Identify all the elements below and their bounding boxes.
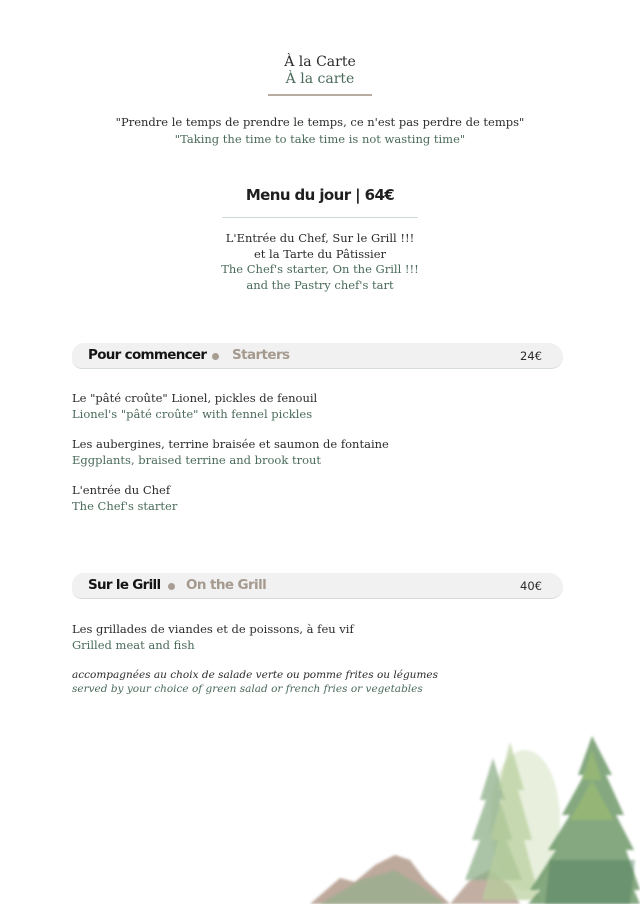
item-name-en: Lionel's "pâté croûte" with fennel pickles (72, 406, 313, 421)
section-price: 40€ (520, 579, 542, 593)
menu-line-en: and the Pastry chef's tart (246, 277, 394, 292)
section-title-en: On the Grill (186, 577, 267, 593)
section-title-en: Starters (232, 347, 290, 363)
menu-item (72, 437, 389, 468)
item-name-en: Grilled meat and fish (72, 637, 195, 652)
note-en: served by your choice of green salad or french fries or vegetables (72, 683, 423, 695)
bullet-dot-icon (168, 583, 175, 590)
note-fr: accompagnées au choix de salade verte ou pomme frites ou légumes (72, 669, 438, 681)
quote-fr: "Prendre le temps de prendre le temps, ce n'est pas perdre de temps" (115, 115, 525, 129)
item-name-fr: Le "pâté croûte" Lionel, pickles de fenouil (72, 391, 318, 405)
title-divider (268, 94, 372, 96)
menu-line-en: The Chef's starter, On the Grill !!! (221, 262, 419, 276)
watercolor-landscape-icon (300, 730, 640, 904)
section-title-fr: Sur le Grill (88, 577, 161, 593)
item-name-fr: Les aubergines, terrine braisée et saumon de fontaine (72, 437, 389, 451)
item-name-en: Eggplants, braised terrine and brook trout (72, 452, 322, 467)
page-title-fr: À la Carte (284, 54, 356, 70)
menu-item (72, 622, 354, 653)
page-title-en: À la carte (285, 71, 355, 87)
side-note (72, 668, 438, 696)
quote-en: "Taking the time to take time is not wasting time" (174, 132, 466, 146)
section-price: 24€ (520, 349, 542, 363)
menu-item (72, 483, 177, 514)
bullet-dot-icon (212, 353, 219, 360)
section-title-fr: Pour commencer (88, 347, 207, 363)
section-header-grill (72, 573, 563, 599)
menu-du-jour-divider (222, 217, 418, 218)
item-name-fr: Les grillades de viandes et de poissons, à feu vif (72, 622, 354, 636)
item-name-en: The Chef's starter (72, 498, 178, 513)
menu-line-fr: L'Entrée du Chef, Sur le Grill !!! (225, 231, 415, 245)
section-header-starters (72, 343, 563, 369)
menu-du-jour-description (0, 231, 640, 293)
item-name-fr: L'entrée du Chef (72, 483, 171, 497)
menu-item (72, 391, 317, 422)
menu-line-fr: et la Tarte du Pâtissier (253, 246, 387, 261)
menu-du-jour-title: Menu du jour | 64€ (245, 186, 395, 204)
